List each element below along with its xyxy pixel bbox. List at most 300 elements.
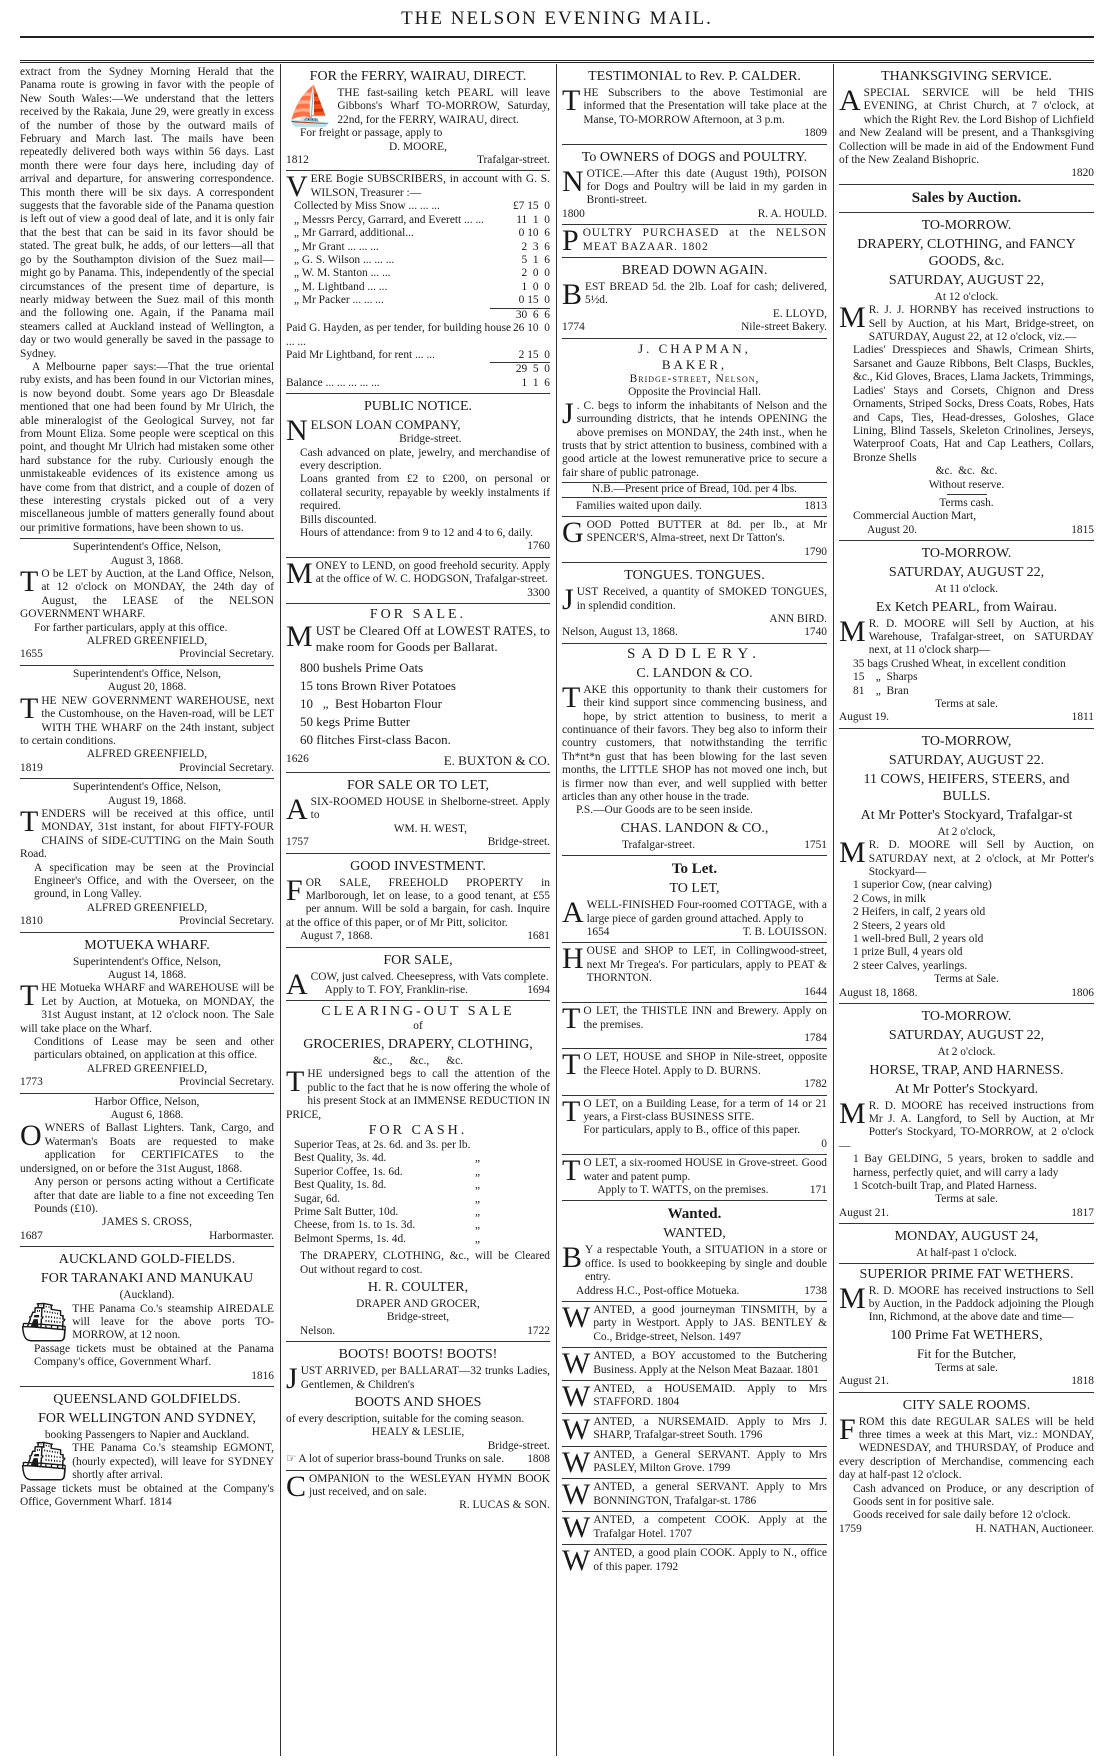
drop-cap: T [562, 1048, 581, 1082]
ad-number: 1790 [804, 545, 827, 558]
column-1 [20, 64, 274, 1754]
column-divider [556, 64, 557, 1756]
ad-heading: TO-MORROW, [921, 733, 1012, 749]
terms-line: Terms at sale. [935, 1193, 998, 1206]
ad-body: ANTED, a BOY accustomed to the Butchering Business. Apply at the Nelson Meat Bazaar. [593, 1350, 827, 1376]
drop-cap: F [286, 873, 303, 907]
ad-city-sale-rooms [839, 1393, 1094, 1540]
drop-cap: T [20, 565, 39, 599]
account-label: „ G. S. Wilson ... ... ... [294, 254, 395, 267]
account-total: 30 6 6 [490, 308, 550, 322]
drop-cap: M [839, 614, 866, 648]
ad-for-sale-buxton [286, 604, 550, 773]
ad-to-let-cottage [562, 856, 827, 943]
ad-subheading: &c., &c., &c. [372, 1054, 464, 1067]
date-line: Nelson, August 13, 1868. [562, 626, 678, 639]
list-item: 100 Prime Fat WETHERS, [890, 1327, 1043, 1343]
section-sales-by-auction [839, 185, 1094, 213]
date-line: August 21. [839, 1375, 889, 1388]
date-line: August 20, 1868. [107, 681, 187, 694]
account-label: „ Messrs Percy, Garrard, and Everett ... ... [294, 213, 484, 226]
section-heading: Wanted. [667, 1206, 722, 1223]
ad-heading: QUEENSLAND GOLDFIELDS. [53, 1391, 241, 1407]
ad-body: HE Subscribers to the above Testimonial are informed that the Presentation will take place at the Manse, TO-MORROW Afternoon, at 3 p.m. [583, 87, 827, 126]
ad-body: ERE Bogie SUBSCRIBERS, in account with G. S. WILSON, Treasurer :— [310, 173, 550, 199]
ad-testimonial [562, 64, 827, 145]
drop-cap: W [562, 1511, 591, 1545]
column-divider [833, 64, 834, 1756]
address: Trafalgar-street. [476, 154, 550, 167]
address: Bridge-street, Nelson, [629, 372, 760, 385]
ad-heading: PUBLIC NOTICE. [363, 399, 473, 415]
account-label: „ Mr Garrard, additional... [294, 227, 414, 240]
ad-number: 1804 [656, 1396, 680, 1409]
ad-number: 1813 [804, 499, 827, 512]
office-line: Superintendent's Office, Nelson, [73, 955, 221, 968]
ad-body: OOD Potted BUTTER at 8d. per lb., at Mr SPENCER'S, Alma-street, next Dr Tatton's. [586, 518, 827, 545]
price-ditto: „ [474, 1219, 480, 1232]
column-divider [280, 64, 281, 1756]
ad-number: 1801 [796, 1363, 819, 1376]
drop-cap: O [20, 1119, 42, 1153]
drop-cap: T [20, 979, 39, 1013]
drop-cap: J [562, 396, 574, 430]
drop-cap: J [562, 583, 574, 617]
account-amount: 5 1 6 [521, 254, 550, 267]
account-label: „ M. Lightband ... ... [294, 280, 388, 293]
drop-cap: V [286, 170, 308, 204]
ad-subheading: DRAPERY, CLOTHING, and FANCY GOODS, &c. [857, 236, 1076, 269]
ad-number: 1740 [804, 626, 827, 639]
address: Bridge-street. [487, 836, 550, 849]
ad-line: For particulars, apply to B., office of this paper. [583, 1124, 801, 1137]
sale-time: At 12 o'clock. [934, 290, 999, 303]
ad-subheading: Ex Ketch PEARL, from Wairau. [875, 599, 1058, 615]
ad-heading: TO-MORROW. [921, 1009, 1012, 1025]
sale-day: SATURDAY, AUGUST 22, [888, 272, 1045, 288]
ad-number: 1812 [286, 154, 309, 167]
ship-icon: ⛵ [286, 86, 334, 128]
ad-body: UST Received, a quantity of SMOKED TONGUES, in splendid condition. [576, 586, 827, 612]
ad-body: HE fast-sailing ketch PEARL will leave Gibbons's Wharf TO-MORROW, Saturday, 22nd, for the FERRY, WAIRAU, direct. [337, 87, 550, 126]
signature-title: Provincial Secretary. [179, 1076, 274, 1089]
ad-body: HE NEW GOVERNMENT WAREHOUSE, next the Customhouse, on the Haven-road, will be LET WITH THE WHARF on the 24th instant, subject to certain conditions. [20, 694, 274, 747]
ad-body: O be LET by Auction, at the Land Office, Nelson, at 12 o'clock on MONDAY, the 24th day of August, the LEASE of the NELSON GOVERNMENT WHARF. [20, 568, 274, 621]
ad-number: 1816 [251, 1369, 274, 1382]
ad-moore-pearl [839, 541, 1094, 729]
drop-cap: A [286, 967, 308, 1001]
ad-body: ANTED, a HOUSEMAID. Apply to Mrs STAFFORD. [593, 1383, 827, 1409]
list-item: 1 superior Cow, (near calving) [853, 879, 992, 892]
ad-heading: BOOTS! BOOTS! BOOTS! [338, 1347, 498, 1363]
ad-body: O LET, on a Building Lease, for a term of 14 or 21 years, a First-class BUSINESS SITE. [583, 1097, 827, 1123]
ad-number: 1810 [20, 915, 43, 928]
signature: WM. H. WEST, [393, 822, 467, 835]
signature: H. NATHAN, Auctioneer. [975, 1522, 1094, 1535]
ad-wharf-lease [20, 539, 274, 666]
ad-number: 1802 [681, 240, 709, 253]
ad-body: COW, just calved. Cheesepress, with Vats complete. [310, 970, 549, 983]
sale-time: At 2 o'clock. [937, 1046, 996, 1059]
ad-body: O LET, HOUSE and SHOP in Nile-street, opposite the Fleece Hotel. Apply to D. BURNS. [583, 1051, 827, 1077]
account-label: „ Mr Packer ... ... ... [294, 294, 384, 307]
ad-number: 1722 [527, 1324, 550, 1337]
ad-number: 1814 [148, 1496, 172, 1508]
drop-cap: T [562, 680, 581, 714]
ad-subheading: GROCERIES, DRAPERY, CLOTHING, [303, 1036, 533, 1052]
terms-line: Terms at sale. [935, 1361, 998, 1374]
address: Bridge-street. [487, 1439, 550, 1452]
ad-number: 1796 [739, 1429, 763, 1442]
ad-number: 1784 [804, 1031, 827, 1044]
business-name: C. LANDON & CO. [636, 665, 753, 681]
address: Nelson. [300, 1324, 336, 1337]
ad-number: 1757 [286, 836, 309, 849]
signature: HEALY & LESLIE, [371, 1426, 465, 1439]
ad-heading: FOR SALE. [369, 607, 467, 622]
ad-heading: WANTED, [663, 1226, 726, 1242]
ad-queensland-goldfields [20, 1387, 274, 1512]
drop-cap: T [562, 1154, 581, 1188]
ad-body: ANTED, a NURSEMAID. Apply to Mrs J. SHARP, Trafalgar-street South. [593, 1415, 827, 1442]
office-line: Superintendent's Office, Nelson, [73, 781, 221, 794]
drop-cap: M [839, 1096, 866, 1130]
signature: T. B. LOUISSON. [742, 926, 827, 939]
balance-label: Balance ... ... ... ... ... [286, 376, 380, 389]
terms-line: Terms cash. [939, 496, 994, 509]
ad-wanted [562, 1302, 827, 1348]
column-3 [562, 64, 827, 1754]
list-item: 81 „ Bran [853, 684, 909, 697]
list-item: 1 well-bred Bull, 2 years old [853, 933, 984, 946]
ad-body: ONEY to LEND, on good freehold security. Apply at the office of W. C. HODGSON, Trafalgar-street. [315, 559, 550, 586]
ad-number: 1815 [1071, 523, 1094, 536]
date-line: August 18, 1868. [839, 986, 918, 999]
office-line: Superintendent's Office, Nelson, [73, 541, 221, 554]
ad-wanted [562, 1545, 827, 1577]
list-item: 2 Cows, in milk [853, 892, 926, 905]
ad-hornby-drapery [839, 213, 1094, 541]
ad-number: 1806 [1071, 986, 1094, 999]
date-line: August 19, 1868. [107, 794, 187, 807]
ad-number: 1782 [804, 1078, 827, 1091]
price-ditto: „ [474, 1152, 480, 1165]
ad-subheading: HORSE, TRAP, AND HARNESS. [869, 1062, 1064, 1078]
column-top-rule [20, 60, 1094, 63]
account-amount: 2 0 0 [521, 267, 550, 280]
ad-body: ANTED, a competent COOK. Apply at the Trafalgar Hotel. [593, 1514, 827, 1540]
price-item: Best Quality, 1s. 8d. [294, 1179, 387, 1192]
ad-subheading: FOR CASH. [368, 1122, 468, 1138]
signature: H. R. COULTER, [367, 1279, 469, 1295]
ad-subheading: FOR WELLINGTON AND SYDNEY, [38, 1410, 256, 1426]
company-name: ELSON LOAN COMPANY, [310, 417, 461, 433]
section-heading: Sales by Auction. [911, 189, 1022, 206]
list-item: 60 flitches First-class Bacon. [300, 732, 451, 747]
signature: E. LLOYD, [772, 308, 827, 321]
drop-cap: W [562, 1445, 591, 1479]
drop-cap: T [337, 87, 345, 99]
ad-heading: SADDLERY. [627, 645, 762, 662]
price-item: Prime Salt Butter, 10d. [294, 1205, 399, 1218]
drop-cap: A [562, 896, 584, 930]
ad-line: Any person or persons acting without a Certificate after that date are liable to a fine not exceeding Ten Pounds (£10). [34, 1176, 274, 1215]
signature: R. LUCAS & SON. [459, 1499, 550, 1512]
ad-body: WELL-FINISHED Four-roomed COTTAGE, with a large piece of garden ground attached. Apply to [586, 899, 827, 925]
ad-wanted [562, 1479, 827, 1512]
ad-line: Fit for the Butcher, [916, 1345, 1017, 1361]
list-item: 15 „ Sharps [853, 671, 918, 684]
ad-subheading: BOOTS AND SHOES [354, 1395, 482, 1410]
drop-cap: T [562, 1002, 581, 1036]
ad-number: 1751 [804, 838, 827, 851]
ad-body: ENDERS will be received at this office, until MONDAY, 31st instant, for about FIFTY-FOUR CHAINS of SIDE-CUTTING on the Main South Road. [20, 807, 274, 861]
ad-clearing-out-sale [286, 1001, 550, 1342]
signature: CHAS. LANDON & CO., [620, 820, 769, 836]
date-line: August 14, 1868. [107, 969, 187, 981]
price-item: Best Quality, 3s. 4d. [294, 1152, 387, 1165]
drop-cap: T [562, 1094, 581, 1128]
price-item: Cheese, from 1s. to 1s. 3d. [294, 1219, 416, 1232]
ad-body: HE Panama Co.'s steamship AIREDALE will leave for the above ports TO-MORROW, at 12 noon. [72, 1302, 274, 1342]
ad-good-investment [286, 854, 550, 948]
steamship-icon: ⛴ [20, 1301, 69, 1344]
ad-heading: TO-MORROW. [921, 217, 1012, 233]
ad-line: Passage tickets must be obtained at the Panama Company's office, Government Wharf. [34, 1342, 274, 1369]
office-line: Harbor Office, Nelson, [94, 1095, 200, 1108]
account-label: „ W. M. Stanton ... ... [294, 267, 391, 280]
signature-title: Provincial Secretary. [179, 761, 274, 774]
price-item: Belmont Sperms, 1s. 4d. [294, 1232, 407, 1245]
ad-number: 1808 [527, 1453, 550, 1466]
ad-body: AKE this opportunity to thank their customers for their kind support since commencing business, and hope, by strict attention to business, to merit a continuance of their favors. They beg also to inform their country customers, that notwithstanding the terrific Th*nt*n gust that has been blowing for the last seven months, the LITTLE SHOP has not moved one inch, but is firmer now than ever, and well supplied with better articles than any other house in the trade. [562, 683, 827, 804]
ad-line: Apply to T. FOY, Franklin-rise. [324, 984, 469, 997]
ad-heading: TONGUES. TONGUES. [624, 568, 765, 584]
drop-cap: T [20, 804, 39, 838]
ad-wanted [562, 1447, 827, 1480]
ad-thistle-inn [562, 1003, 827, 1049]
masthead: THE NELSON EVENING MAIL. [401, 8, 713, 29]
ad-poultry-purchased [562, 225, 827, 258]
list-item: 10 „ Best Hobarton Flour [300, 696, 442, 711]
ad-body: OTICE.—After this date (August 19th), POISON for Dogs and Poultry will be laid in my garden in Bronti-street. [586, 167, 827, 207]
drop-cap: W [562, 1544, 591, 1578]
ad-number: 1654 [586, 926, 610, 939]
ad-heading: MOTUEKA WHARF. [84, 937, 210, 953]
ad-heading: TESTIMONIAL to Rev. P. CALDER. [588, 69, 801, 84]
business-trade: BAKER, [661, 356, 728, 372]
list-item: 1 Scotch-built Trap, and Plated Harness. [853, 1179, 1037, 1192]
ad-line: Loans granted from £2 to £200, on personal or collateral security, repayable by weekly instalments if required. [300, 473, 550, 513]
ad-number: 1687 [20, 1229, 43, 1242]
ad-line: For freight or passage, apply to [300, 127, 443, 140]
drop-cap: T [72, 1442, 80, 1455]
ad-subheading: FOR TARANAKI AND MANUKAU [40, 1271, 254, 1287]
ad-body: OUSE and SHOP to LET, in Collingwood-street, next Mr Tregea's. For particulars, apply to PEAT & THORNTON. [586, 945, 827, 985]
drop-cap: T [72, 1302, 80, 1315]
ad-grove-street [562, 1155, 827, 1201]
ad-body: OR SALE, FREEHOLD PROPERTY in Marlborough, let on lease, to a good tenant, at £55 per annum. Will be sold a bargain, for cash. Inquire at the office of this paper, or of Mr Pitt, solicitor. [286, 876, 550, 929]
price-ditto: „ [474, 1232, 480, 1245]
ad-potted-butter [562, 517, 827, 563]
ad-harbor-office [20, 1094, 274, 1247]
sale-day: SATURDAY, AUGUST 22, [888, 565, 1045, 581]
ad-warehouse [20, 666, 274, 779]
ad-body: ANTED, a good journeyman TINSMITH, by a party in Westport. Apply to JAS. BENTLEY & Co., Bridge-street, Nelson. [593, 1304, 827, 1343]
account-amount: 1 0 0 [521, 280, 550, 293]
signature-title: DRAPER AND GROCER, [356, 1297, 480, 1310]
price-ditto: „ [474, 1179, 480, 1192]
ad-number: 1819 [20, 761, 43, 774]
drop-cap: P [562, 224, 580, 258]
ad-heading: FOR SALE OR TO LET, [347, 778, 489, 793]
drop-cap: B [562, 278, 583, 312]
ad-wanted [562, 1381, 827, 1414]
ad-number: 1818 [1071, 1375, 1094, 1388]
ad-heading: FOR SALE, [383, 952, 453, 968]
list-item: 800 bushels Prime Oats [300, 660, 424, 675]
price-ditto: „ [474, 1192, 480, 1205]
account-amount: 2 15 0 [518, 348, 550, 361]
ad-body: O LET, a six-roomed HOUSE in Grove-street. Good water and patent pump. [583, 1157, 827, 1183]
price-ditto: „ [474, 1205, 480, 1218]
list-item: 50 kegs Prime Butter [300, 714, 411, 729]
price-item: Sugar, 6d. [294, 1192, 341, 1205]
column-2 [286, 64, 550, 1754]
ad-subheading: of [413, 1020, 423, 1033]
list-item: 1 prize Bull, 4 years old [853, 946, 963, 959]
ad-number: 1773 [20, 1076, 43, 1089]
ad-number: 171 [809, 1183, 827, 1196]
ad-heading: FOR the FERRY, WAIRAU, DIRECT. [309, 69, 527, 84]
ad-wanted [562, 1414, 827, 1447]
drop-cap: W [562, 1478, 591, 1512]
list-item: 2 Steers, 2 years old [853, 919, 946, 932]
list-item: 15 tons Brown River Potatoes [300, 678, 456, 693]
ad-body: ANTED, a good plain COOK. Apply to N., office of this paper. [593, 1547, 827, 1573]
ad-line: For farther particulars, apply at this office. [34, 621, 228, 634]
ad-moore-horse [839, 1004, 1094, 1224]
ad-bread [562, 258, 827, 339]
ad-number: 1809 [804, 127, 827, 140]
ad-body: R. D. MOORE has received instructions to Sell by Auction, in the Paddock adjoining the Plough Inn, Richmond, at the above date and time— [868, 1284, 1094, 1324]
ad-line: Without reserve. [928, 478, 1005, 491]
account-amount: 0 15 0 [518, 294, 550, 307]
drop-cap: T [20, 691, 39, 725]
ad-line: Cash advanced on Produce, or any description of Goods sent in for positive sale. [853, 1482, 1094, 1509]
ad-hymn-book [286, 1471, 550, 1516]
article-paragraph: extract from the Sydney Morning Herald that the Panama route is growing in favor with the people of New South Wales:—We understand that the letters received by the Rakaia, June 29, were greatly in excess of the number of those by the outward mails of February and March last. The mails have been repeatedly delivered both ways within 56 days. Last month there were four days here, including day of arrival and departure, for answering correspondence. This month there will be six days. A correspondent suggests that the favorable side of the Panama question is left out of view a good deal of late, and it is only fair that the best that can be said in its favor should be stated. The great bulk, he adds, of our letters—all that go by the Southampton division of the Suez mail—might go by Panama. This, independently of the special circumstances of the present time of departure, is nearly midway between the Suez mail of this month and the following one. Again, if the Panama mail steamers called at Auckland instead of Wellington, a day or two would generally be saved in the passage to Sydney. [20, 66, 274, 360]
sale-day: MONDAY, AUGUST 24, [894, 1229, 1039, 1245]
masthead-rule [20, 36, 1094, 38]
column-4 [839, 64, 1094, 1754]
ad-line: Families waited upon daily. [576, 499, 702, 512]
ad-body: ROM this date REGULAR SALES will be held three times a week at this Mart, viz.: MONDAY, WEDNESDAY, and THURSDAY, of Produce and every description of Merchandise, commencing each day at half-past 12 o'clock. [839, 1415, 1094, 1482]
ad-body: UST ARRIVED, per BALLARAT—32 trunks Ladies, Gentlemen, & Children's [300, 1365, 550, 1391]
ad-line: The DRAPERY, CLOTHING, &c., will be Cleared Out without regard to cost. [300, 1250, 550, 1276]
address: Nile-street Bakery. [741, 321, 827, 334]
signature: ALFRED GREENFIELD, [86, 1062, 208, 1075]
signature: ALFRED GREENFIELD, [86, 901, 208, 914]
ad-body: ANTED, a General SERVANT. Apply to Mrs PASLEY, Milton Grove. [593, 1448, 827, 1475]
ad-line: P.S.—Our Goods are to be seen inside. [576, 804, 753, 817]
ad-number: 1497 [718, 1330, 742, 1343]
ad-heading: BREAD DOWN AGAIN. [621, 263, 768, 279]
ad-moore-wethers [839, 1224, 1094, 1392]
date-line: August 21. [839, 1206, 889, 1219]
ad-subheading: (Auckland). [119, 1289, 175, 1302]
drop-cap: T [562, 84, 581, 117]
ad-number: 0 [821, 1137, 827, 1150]
account-label: „ Mr Grant ... ... ... [294, 240, 379, 253]
ad-number: 1655 [20, 648, 43, 661]
ad-body: UST be Cleared Off at LOWEST RATES, to make room for Goods per Ballarat. [315, 623, 550, 654]
ad-thanksgiving [839, 64, 1094, 185]
ad-heading: To OWNERS of DOGS and POULTRY. [581, 149, 808, 165]
list-item: 35 bags Crushed Wheat, in excellent condition [853, 657, 1066, 670]
steamship-icon: ⛴ [20, 1441, 69, 1484]
drop-cap: A [839, 84, 861, 117]
signature-title: Provincial Secretary. [179, 648, 274, 661]
ad-body: OULTRY PURCHASED at the NELSON MEAT BAZAAR. [582, 227, 827, 253]
ad-body: O LET, the THISTLE INN and Brewery. Apply on the premises. [583, 1005, 827, 1031]
price-ditto: „ [474, 1165, 480, 1178]
ad-number: 1800 [562, 207, 585, 220]
ad-body: SIX-ROOMED HOUSE in Shelborne-street. Apply to [310, 796, 550, 822]
signature: E. BUXTON & CO. [443, 753, 550, 768]
drop-cap: C [286, 1469, 307, 1503]
ad-body: HE undersigned begs to call the attention of the public to the fact that he is now offering the whole of his present Stock at an IMMENSE REDUCTION IN PRICE, [286, 1068, 550, 1121]
ad-body: ANTED, a general SERVANT. Apply to Mrs BONNINGTON, Trafalgar-st. [593, 1481, 827, 1507]
ad-tenders [20, 779, 274, 932]
signature: R. A. HOULD. [757, 207, 827, 220]
ad-number: 1644 [804, 985, 827, 998]
ad-line: Hours of attendance: from 9 to 12 and 4 to 6, daily. [300, 526, 534, 539]
signature: ALFRED GREENFIELD, [86, 748, 208, 761]
ad-heading: CITY SALE ROOMS. [902, 1397, 1031, 1413]
date-line: August 7, 1868. [300, 930, 373, 943]
ad-chapman-baker [562, 339, 827, 517]
account-amount: £7 15 0 [512, 200, 550, 213]
ad-line: Passage tickets must be obtained at the Company's Office, Government Wharf. [20, 1482, 274, 1508]
sale-time: At 2 o'clock, [937, 825, 996, 838]
signature: ALFRED GREENFIELD, [86, 635, 208, 648]
ad-money-lend [286, 558, 550, 604]
ad-dogs-poultry [562, 145, 827, 226]
ad-body: WNERS of Ballast Lighters. Tank, Cargo, and Waterman's Boats are requested to make application for CERTIFICATES to the undersigned, on or before the 31st August, 1868. [20, 1122, 274, 1175]
drop-cap: N [286, 414, 308, 448]
ad-number: 1792 [655, 1560, 679, 1573]
ad-heading: CLEARING-OUT SALE [321, 1004, 515, 1020]
ad-number: 1760 [527, 540, 550, 553]
ad-body: R. J. J. HORNBY has received instructions to Sell by Auction, at his Mart, Bridge-street, on SATURDAY, August 22, at 12 o'clock, viz.— [868, 304, 1094, 344]
ad-line: Address H.C., Post-office Motueka. [576, 1284, 740, 1297]
ad-number: 1681 [527, 930, 550, 943]
drop-cap: N [562, 164, 584, 198]
ad-wanted [562, 1512, 827, 1545]
sale-time: At 11 o'clock. [934, 583, 999, 596]
ad-body: EST BREAD 5d. the 2lb. Loaf for cash; delivered, 5½d. [585, 281, 827, 307]
ad-subheading: SUPERIOR PRIME FAT WETHERS. [839, 1263, 1094, 1283]
list-item: 1 Bay GELDING, 5 years, broken to saddle and harness, perfectly quiet, and will carry a lady [853, 1153, 1094, 1179]
account-label: Collected by Miss Snow ... ... ... [294, 200, 440, 213]
ad-number: 1738 [804, 1284, 827, 1297]
terms-line: Terms at Sale. [934, 973, 999, 986]
terms-line: Terms at sale. [935, 698, 998, 710]
price-item: Superior Teas, at 2s. 6d. and 3s. per lb. [294, 1138, 471, 1151]
drop-cap: H [562, 942, 584, 976]
ad-line: of every description, suitable for the coming season. [286, 1413, 525, 1425]
